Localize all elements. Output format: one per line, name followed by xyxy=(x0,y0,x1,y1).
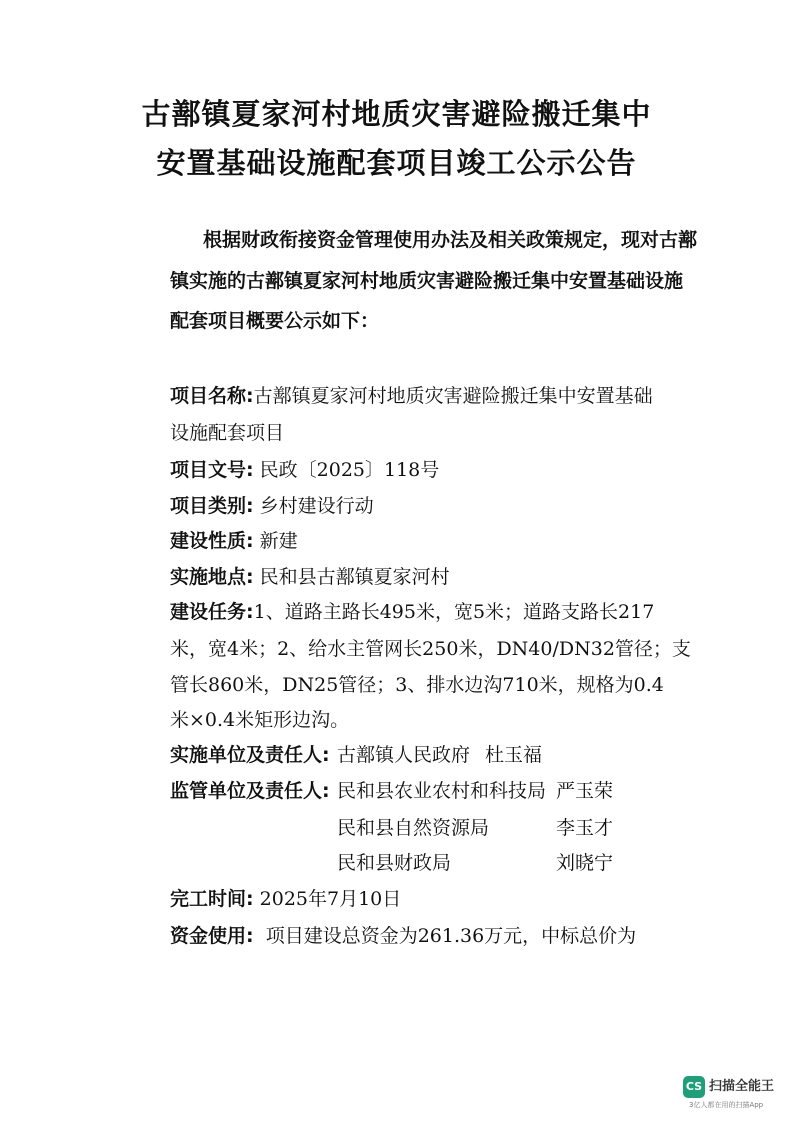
implementer-org: 古鄯镇人民政府 xyxy=(337,744,471,766)
task-row xyxy=(170,599,654,625)
category-value: 乡村建设行动 xyxy=(259,495,374,517)
category-row xyxy=(170,493,374,519)
intro-line-1: 根据财政衔接资金管理使用办法及相关政策规定，现对古鄯 xyxy=(203,229,698,251)
project-name-row xyxy=(170,383,653,409)
location-label: 实施地点: xyxy=(170,566,254,588)
funds-label: 资金使用: xyxy=(170,925,254,947)
doc-number-label: 项目文号: xyxy=(170,459,254,481)
task-line-1: 1、道路主路长495米，宽5米；道路支路长217 xyxy=(253,601,655,623)
nature-row xyxy=(170,528,298,554)
doc-number-value: 民政〔2025〕118号 xyxy=(259,459,440,481)
watermark-tagline: 3亿人都在用的扫描App xyxy=(689,1101,764,1109)
location-value: 民和县古鄯镇夏家河村 xyxy=(259,566,450,588)
watermark-app-name: 扫描全能王 xyxy=(709,1079,775,1094)
nature-label: 建设性质: xyxy=(170,530,254,552)
intro-line-3: 配套项目概要公示如下： xyxy=(170,310,380,332)
implementer-label: 实施单位及责任人: xyxy=(170,744,330,766)
completion-label: 完工时间: xyxy=(170,888,254,910)
nature-value: 新建 xyxy=(259,530,298,552)
location-row xyxy=(170,564,450,590)
task-line-2: 米，宽4米；2、给水主管网长250米，DN40/DN32管径；支 xyxy=(170,638,691,660)
project-name-label: 项目名称: xyxy=(170,385,254,407)
intro-line-2: 镇实施的古鄯镇夏家河村地质灾害避险搬迁集中安置基础设施 xyxy=(170,270,684,292)
implementer-person: 杜玉福 xyxy=(485,744,543,766)
project-name-value-cont: 设施配套项目 xyxy=(170,422,285,444)
supervisor-org-2: 民和县自然资源局 xyxy=(337,817,490,839)
completion-row xyxy=(170,886,401,912)
supervisor-person-1: 严玉荣 xyxy=(556,780,614,802)
category-label: 项目类别: xyxy=(170,495,254,517)
task-label: 建设任务: xyxy=(170,601,254,623)
page-title-line-2: 安置基础设施配套项目竣工公示公告 xyxy=(156,146,637,180)
task-line-4: 米×0.4米矩形边沟。 xyxy=(170,709,350,731)
supervisor-org-1: 民和县农业农村和科技局 xyxy=(337,780,547,802)
supervisor-org-3: 民和县财政局 xyxy=(337,852,452,874)
supervisor-person-2: 李玉才 xyxy=(556,817,614,839)
completion-value: 2025年7月10日 xyxy=(259,888,402,910)
funds-value: 项目建设总资金为261.36万元，中标总价为 xyxy=(265,925,637,947)
doc-number-row xyxy=(170,457,439,483)
funds-row xyxy=(170,923,636,949)
task-line-3: 管长860米，DN25管径；3、排水边沟710米，规格为0.4 xyxy=(170,674,664,696)
supervisor-label: 监管单位及责任人: xyxy=(170,780,330,802)
page-title-line-1: 古鄯镇夏家河村地质灾害避险搬迁集中 xyxy=(141,97,652,131)
scanner-watermark xyxy=(683,1074,783,1112)
project-name-value: 古鄯镇夏家河村地质灾害避险搬迁集中安置基础 xyxy=(253,385,653,407)
camscanner-logo-icon: CS xyxy=(683,1076,705,1098)
supervisor-person-3: 刘晓宁 xyxy=(556,852,614,874)
